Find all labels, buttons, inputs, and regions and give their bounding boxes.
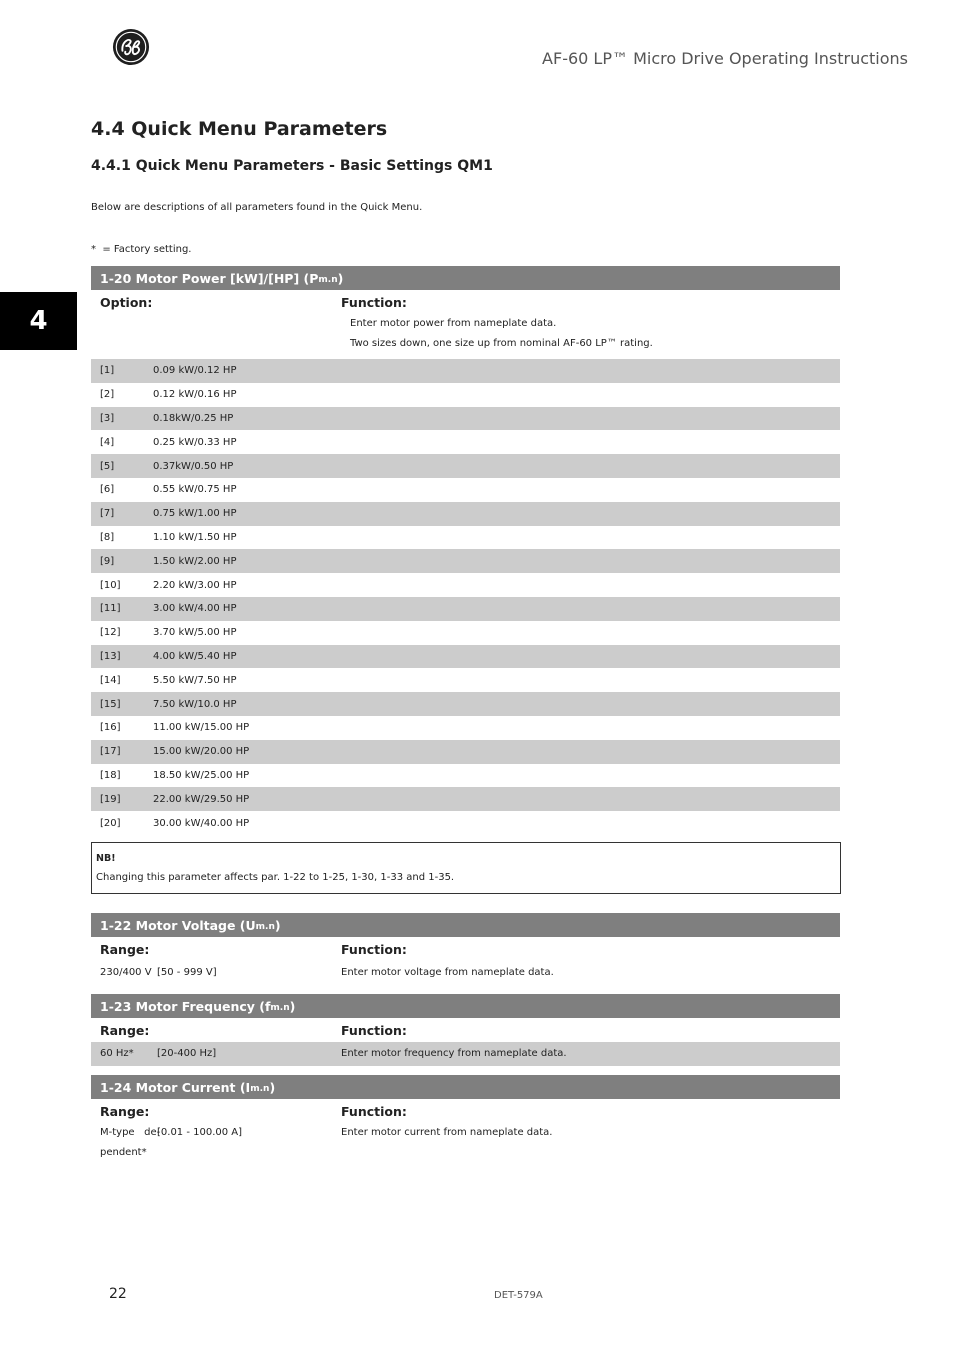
range-row — [91, 961, 840, 993]
list-item — [91, 478, 840, 502]
default-value-line: M-type de- — [100, 1127, 161, 1138]
default-value-line: pendent* — [100, 1147, 147, 1158]
option-index: [20] — [100, 817, 121, 829]
param-title-close: ) — [337, 270, 344, 286]
list-item — [91, 502, 840, 526]
list-item — [91, 573, 840, 597]
option-value: 3.70 kW/5.00 HP — [153, 627, 237, 639]
param-1-24-header — [91, 1075, 840, 1099]
intro-text: Below are descriptions of all parameters found in the Quick Menu. — [91, 202, 423, 213]
param-title: 1-24 Motor Current (I — [100, 1079, 251, 1095]
function-column-header: Function: — [341, 294, 407, 310]
option-value: 7.50 kW/10.0 HP — [153, 698, 237, 710]
factory-setting-legend — [91, 244, 191, 255]
list-item — [91, 407, 840, 431]
option-value: 18.50 kW/25.00 HP — [153, 769, 250, 781]
option-index: [14] — [100, 674, 121, 686]
option-value: 1.10 kW/1.50 HP — [153, 531, 237, 543]
note-label: NB! — [96, 853, 116, 864]
param-title: 1-22 Motor Voltage (U — [100, 917, 256, 933]
list-item — [91, 359, 840, 383]
page-number: 22 — [109, 1286, 127, 1302]
option-index: [10] — [100, 579, 121, 591]
range-value: [20-400 Hz] — [157, 1048, 217, 1059]
option-value: 5.50 kW/7.50 HP — [153, 674, 237, 686]
list-item — [91, 597, 840, 621]
option-index: [3] — [100, 412, 115, 424]
param-title-close: ) — [289, 998, 296, 1014]
function-description — [91, 314, 840, 354]
option-value: 0.37kW/0.50 HP — [153, 460, 234, 472]
option-index: [9] — [100, 555, 115, 567]
range-column-header: Range: — [100, 941, 150, 957]
function-line: Two sizes down, one size up from nominal AF-60 LP™ rating. — [350, 338, 653, 349]
option-value: 0.18kW/0.25 HP — [153, 412, 234, 424]
range-row — [91, 1123, 840, 1163]
option-index: [1] — [100, 365, 115, 377]
default-value: 60 Hz* — [100, 1048, 134, 1059]
option-value: 2.20 kW/3.00 HP — [153, 579, 237, 591]
option-index: [8] — [100, 531, 115, 543]
range-column-header: Range: — [100, 1103, 150, 1119]
list-item — [91, 716, 840, 740]
default-value — [91, 1123, 161, 1163]
option-value: 3.00 kW/4.00 HP — [153, 603, 237, 615]
option-value: 0.12 kW/0.16 HP — [153, 389, 237, 401]
option-column-header: Option: — [100, 294, 153, 310]
list-item — [91, 621, 840, 645]
list-item — [91, 454, 840, 478]
option-value: 22.00 kW/29.50 HP — [153, 793, 250, 805]
param-title-close: ) — [269, 1079, 276, 1095]
function-column-header: Function: — [341, 1022, 407, 1038]
function-text: Enter motor current from nameplate data. — [341, 1127, 553, 1138]
range-value: [50 - 999 V] — [157, 967, 217, 978]
param-1-24-block — [91, 1075, 840, 1163]
option-value: 0.25 kW/0.33 HP — [153, 436, 237, 448]
list-item — [91, 645, 840, 669]
list-item — [91, 740, 840, 764]
option-index: [19] — [100, 793, 121, 805]
range-value: [0.01 - 100.00 A] — [157, 1127, 243, 1138]
option-index: [11] — [100, 603, 121, 615]
option-value: 11.00 kW/15.00 HP — [153, 722, 250, 734]
option-index: [4] — [100, 436, 115, 448]
options-list — [91, 359, 840, 835]
legend-symbol: * — [91, 244, 96, 255]
note-box — [91, 842, 841, 894]
function-line: Enter motor power from nameplate data. — [350, 318, 557, 329]
param-title-sub: m.n — [255, 922, 275, 932]
param-title-sub: m.n — [250, 1084, 270, 1094]
param-1-20-block — [91, 266, 840, 835]
param-1-22-block — [91, 913, 840, 993]
ge-logo-icon — [112, 28, 150, 66]
option-index: [16] — [100, 722, 121, 734]
subsection-heading: 4.4.1 Quick Menu Parameters - Basic Settings QM1 — [91, 158, 493, 174]
option-value: 0.55 kW/0.75 HP — [153, 484, 237, 496]
param-title: 1-20 Motor Power [kW]/[HP] (P — [100, 270, 319, 286]
function-column-header: Function: — [341, 1103, 407, 1119]
param-1-20-header — [91, 266, 840, 290]
option-index: [17] — [100, 746, 121, 758]
param-1-22-header — [91, 913, 840, 937]
column-headers — [91, 1099, 840, 1123]
list-item — [91, 383, 840, 407]
option-value: 0.09 kW/0.12 HP — [153, 365, 237, 377]
option-value: 0.75 kW/1.00 HP — [153, 508, 237, 520]
function-text: Enter motor voltage from nameplate data. — [341, 967, 554, 978]
list-item — [91, 526, 840, 550]
option-value: 4.00 kW/5.40 HP — [153, 650, 237, 662]
column-headers — [91, 937, 840, 961]
param-title: 1-23 Motor Frequency (f — [100, 998, 271, 1014]
option-value: 30.00 kW/40.00 HP — [153, 817, 250, 829]
range-row — [91, 1042, 840, 1066]
function-column-header: Function: — [341, 941, 407, 957]
chapter-tab: 4 — [0, 292, 77, 350]
section-heading: 4.4 Quick Menu Parameters — [91, 118, 388, 140]
param-1-23-header — [91, 994, 840, 1018]
list-item — [91, 787, 840, 811]
option-index: [13] — [100, 650, 121, 662]
param-title-sub: m.n — [318, 275, 338, 285]
document-code: DET-579A — [494, 1290, 543, 1301]
option-index: [15] — [100, 698, 121, 710]
option-index: [7] — [100, 508, 115, 520]
param-1-23-block — [91, 994, 840, 1066]
list-item — [91, 430, 840, 454]
option-index: [12] — [100, 627, 121, 639]
note-text: Changing this parameter affects par. 1-22 to 1-25, 1-30, 1-33 and 1-35. — [96, 872, 455, 883]
column-headers — [91, 1018, 840, 1042]
list-item — [91, 692, 840, 716]
option-index: [2] — [100, 389, 115, 401]
option-value: 15.00 kW/20.00 HP — [153, 746, 250, 758]
list-item — [91, 668, 840, 692]
option-value: 1.50 kW/2.00 HP — [153, 555, 237, 567]
option-index: [5] — [100, 460, 115, 472]
list-item — [91, 549, 840, 573]
legend-text: = Factory setting. — [102, 244, 192, 255]
function-text: Enter motor frequency from nameplate data. — [341, 1048, 567, 1059]
default-value: 230/400 V — [100, 967, 152, 978]
column-headers — [91, 290, 840, 314]
option-index: [18] — [100, 769, 121, 781]
option-index: [6] — [100, 484, 115, 496]
range-column-header: Range: — [100, 1022, 150, 1038]
param-title-close: ) — [274, 917, 281, 933]
param-title-sub: m.n — [270, 1003, 290, 1013]
document-title: AF-60 LP™ Micro Drive Operating Instructions — [542, 49, 908, 68]
list-item — [91, 764, 840, 788]
list-item — [91, 811, 840, 835]
